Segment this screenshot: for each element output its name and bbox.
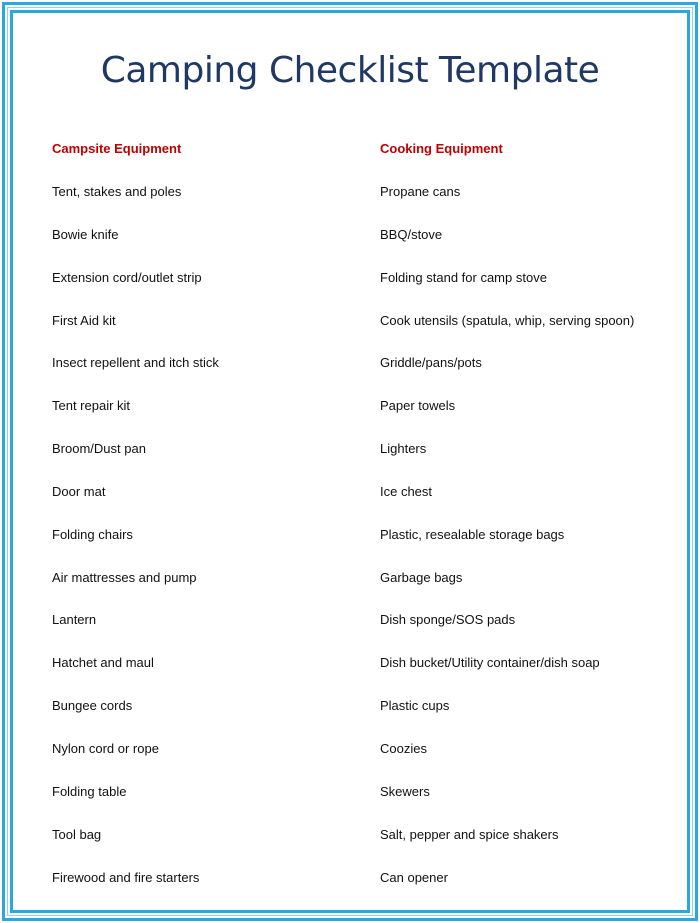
list-item: Tool bag: [52, 826, 102, 842]
cooking-equipment-column: [380, 140, 680, 911]
list-item: Coozies: [380, 740, 427, 756]
list-item: Air mattresses and pump: [52, 569, 197, 585]
list-item: Firewood and fire starters: [52, 869, 200, 885]
column-heading: Campsite Equipment: [52, 141, 182, 156]
list-item: Paper towels: [380, 398, 456, 414]
list-item: Lantern: [52, 612, 97, 628]
list-item: Propane cans: [380, 184, 461, 199]
list-item: Nylon cord or rope: [52, 740, 159, 756]
list-item: Broom/Dust pan: [52, 441, 146, 457]
list-item: Griddle/pans/pots: [380, 355, 482, 371]
list-item: Dish bucket/Utility container/dish soap: [380, 655, 600, 671]
list-item: Bungee cords: [52, 698, 133, 714]
list-item: BBQ/stove: [380, 226, 443, 242]
list-item: Folding chairs: [52, 526, 133, 542]
column-heading: Cooking Equipment: [380, 141, 503, 156]
campsite-equipment-column: [52, 140, 352, 911]
list-item: First Aid kit: [52, 312, 116, 328]
list-item: Dish sponge/SOS pads: [380, 612, 516, 628]
checklist: [52, 183, 352, 911]
list-item: Folding stand for camp stove: [380, 269, 547, 285]
list-item: Skewers: [380, 783, 430, 799]
list-item: Garbage bags: [380, 569, 463, 585]
list-item: Tent, stakes and poles: [52, 184, 182, 199]
list-item: Extension cord/outlet strip: [52, 269, 202, 285]
list-item: Insect repellent and itch stick: [52, 355, 219, 371]
list-item: Bowie knife: [52, 226, 119, 242]
list-item: Lighters: [380, 441, 427, 457]
list-item: Salt, pepper and spice shakers: [380, 826, 559, 842]
checklist: [380, 183, 680, 911]
list-item: Ice chest: [380, 483, 433, 499]
list-item: Folding table: [52, 783, 127, 799]
list-item: Hatchet and maul: [52, 655, 154, 671]
list-item: Door mat: [52, 483, 106, 499]
list-item: Can opener: [380, 869, 448, 885]
list-item: Plastic, resealable storage bags: [380, 526, 565, 542]
list-item: Tent repair kit: [52, 398, 131, 414]
list-item: Cook utensils (spatula, whip, serving spoon): [380, 312, 635, 328]
list-item: Plastic cups: [380, 698, 450, 714]
page-title: Camping Checklist Template: [100, 50, 600, 91]
